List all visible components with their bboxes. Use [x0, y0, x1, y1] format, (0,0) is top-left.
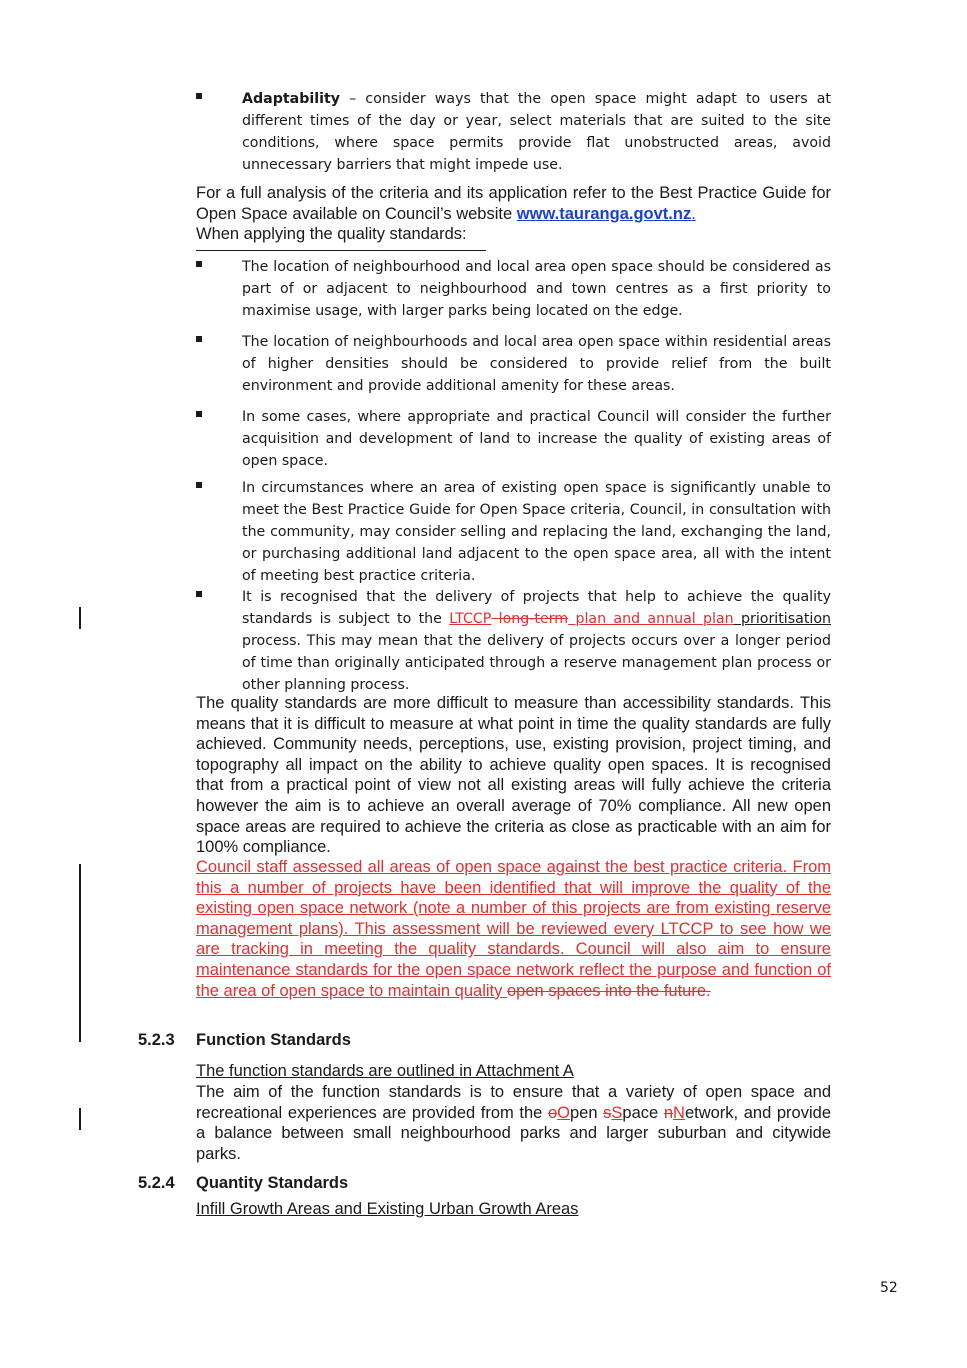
- website-link[interactable]: www.tauranga.govt.nz: [516, 204, 692, 223]
- bullet-marker: [196, 261, 202, 267]
- revision-bar: [79, 1108, 81, 1130]
- function-subheading: The function standards are outlined in Attachment A: [196, 1062, 574, 1080]
- inserted-paragraph: Council staff assessed all areas of open space against the best practice criteria. From this a number of projects have been identified that will improve the quality of the existing open space network (note a number of this projects are from existing reserve management plans). This assessment will be reviewed every LTCCP to see how we are tracking in meeting the quality standards. Council will also aim to ensure maintenance standards for the open space network reflect the purpose and function of the area of open space to maintain quality open spaces into the future.: [196, 858, 831, 1000]
- bullet-text: The location of neighbourhood and local area open space should be considered as part of or adjacent to neighbourhood and town centres as a first priority to maximise usage, with larger parks being located on the edge.: [242, 259, 831, 319]
- section-heading-5-2-3: 5.2.3 Function Standards: [138, 1031, 351, 1049]
- function-paragraph: The aim of the function standards is to ensure that a variety of open space and recreational experiences are provided from the oOpen sSpace nNetwork, and provide a balance between small neighbourhood parks and larger suburban and citywide parks.: [196, 1083, 831, 1163]
- bullet-marker: [196, 482, 202, 488]
- section-heading-5-2-4: 5.2.4 Quantity Standards: [138, 1174, 349, 1192]
- bullet-marker: [196, 93, 202, 99]
- analysis-paragraph: For a full analysis of the criteria and its application refer to the Best Practice Guide for Open Space available on Council’s website www.tauranga.govt.nz. When applying the quality standards:: [196, 184, 831, 244]
- quality-paragraph: The quality standards are more difficult to measure than accessibility standards. This means that it is difficult to measure at what point in time the quality standards are fully achieved. Community needs, perceptions, use, existing provision, project timing, and topography all impact on the ability to achieve quality open spaces. It is recognised that from a practical point of view not all existing areas will fully achieve the criteria however the aim is to achieve an overall average of 70% compliance. All new open space areas are required to achieve the criteria as close as practicable with an aim for 100% compliance.: [196, 694, 831, 857]
- bullet-text: In circumstances where an area of existing open space is significantly unable to meet the Best Practice Guide for Open Space criteria, Council, in consultation with the community, may consider selling and replacing the land, exchanging the land, or purchasing additional land adjacent to the open space area, all with the intent of meeting best practice criteria.: [242, 480, 831, 584]
- divider: [196, 250, 486, 251]
- bullet-text: It is recognised that the delivery of projects that help to achieve the quality standards is subject to the LTCCP long-term plan and annual plan prioritisation process. This may mean that the delivery of projects occurs over a longer period of time than originally anticipated through a reserve management plan process or other planning process.: [242, 589, 831, 693]
- revision-bar: [79, 864, 81, 1042]
- bullet-marker: [196, 591, 202, 597]
- bullet-marker: [196, 411, 202, 417]
- page-number: 52: [880, 1280, 898, 1296]
- revision-bar: [79, 607, 81, 629]
- bullet-marker: [196, 336, 202, 342]
- bullet-text: Adaptability – consider ways that the open space might adapt to users at different times of the day or year, select materials that are suited to the site conditions, where space permits provide flat unobstructed areas, avoid unnecessary barriers that might impede use.: [242, 91, 831, 173]
- bullet-text: The location of neighbourhoods and local area open space within residential areas of higher densities should be considered to provide relief from the built environment and provide additional amenity for these areas.: [242, 334, 831, 394]
- quantity-subheading: Infill Growth Areas and Existing Urban Growth Areas: [196, 1200, 579, 1218]
- bullet-text: In some cases, where appropriate and practical Council will consider the further acquisition and development of land to increase the quality of existing areas of open space.: [242, 409, 831, 469]
